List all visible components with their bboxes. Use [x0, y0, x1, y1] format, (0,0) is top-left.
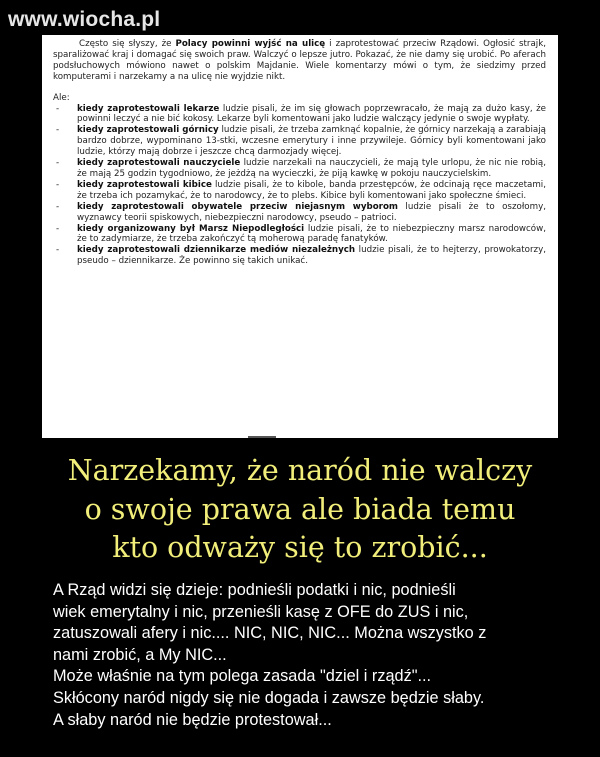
- bold-phrase: kiedy zaprotestowali obywatele przeciw niejasnym wyborom: [77, 201, 398, 212]
- headline-line: Narzekamy, że naród nie walczy: [67, 454, 533, 487]
- text-run: i zaprotestować przeciw Rządowi. Ogłosić strajk, sparaliżować kraj i domagać się swoich praw. Walczyć o lepsze jutro. Pokazać, że nie damy się urobić. Po aferach podsłuchowych mówiono nawet o polskim Majdanie. Wiele komentarzy mówi o tym, że siedzimy przed komputerami i narzekamy a na ulicę nie wyjdzie nikt.: [53, 39, 547, 82]
- caption-line: nami zrobić, a My NIC...: [53, 645, 227, 664]
- dash-bullet: -: [56, 103, 60, 114]
- caption-line: zatuszowali afery i nic.... NIC, NIC, NIC... Można wszystko z: [53, 624, 487, 643]
- divider: [248, 436, 276, 438]
- dash-bullet: -: [56, 201, 60, 212]
- text-run: ludzie pisali, że to hejterzy, prowokatorzy, pseudo – dziennikarze. Że powinno się takich unikać.: [77, 245, 546, 267]
- bold-phrase: kiedy zaprotestowali górnicy: [77, 125, 219, 136]
- text-run: ludzie pisali że to oszołomy, wyznawcy teorii spiskowych, niebezpieczni narodowcy, pseudo – patrioci.: [77, 201, 546, 223]
- protest-list: [53, 104, 546, 268]
- caption-line: Może właśnie na tym polega zasada "dziel i rządź"...: [53, 667, 432, 686]
- list-item: [53, 180, 546, 202]
- text-run: ludzie pisali, że to niebezpieczny marsz narodowców, że to zadymiarze, że trzeba zakończyć tą moherową paradę fanatyków.: [77, 223, 546, 245]
- bold-phrase: kiedy zaprotestowali nauczyciele: [77, 158, 241, 169]
- ale-label: Ale:: [53, 92, 70, 103]
- bold-phrase: kiedy zaprotestowali dziennikarze mediów niezależnych: [77, 245, 356, 256]
- dash-bullet: -: [56, 179, 60, 190]
- headline: [0, 452, 600, 568]
- bold-phrase: kiedy organizowany był Marsz Niepodległości: [77, 223, 305, 234]
- caption-line: A słaby naród nie będzie protestował...: [53, 710, 332, 729]
- caption-line: Skłócony naród nigdy się nie dogada i zawsze będzie słaby.: [53, 688, 485, 707]
- list-item: [53, 224, 546, 246]
- dash-bullet: -: [56, 223, 60, 234]
- intro-paragraph: [53, 39, 546, 83]
- text-run: Często się słyszy, że: [79, 39, 176, 49]
- bold-phrase: kiedy zaprotestowali kibice: [77, 179, 212, 190]
- bold-phrase: Polacy powinni wyjść na ulicę: [175, 39, 326, 49]
- site-watermark: www.wiocha.pl: [8, 8, 161, 31]
- list-item: [53, 104, 546, 126]
- list-item: [53, 202, 546, 224]
- list-item: [53, 125, 546, 158]
- dash-bullet: -: [56, 245, 60, 256]
- headline-line: kto odważy się to zrobić...: [112, 531, 488, 564]
- list-item: [53, 245, 546, 267]
- headline-line: o swoje prawa ale biada temu: [84, 492, 516, 526]
- text-run: ludzie pisali, że trzeba zamknąć kopalnie, że górnicy narzekają a zarabiają bardzo dobrze, wypominano 13-stki, wczesne emerytury i inne przywileje. Górnicy byli komentowani jako ludzie, którzy mają dobrze i jeszcze chcą darmozjady więcej.: [77, 125, 546, 158]
- text-run: ludzie pisali, że to kibole, banda przestępców, że odcinają ręce maczetami, że trzeba ich pozamykać, że to narodowcy, że to plebs. Kibice byli komentowani jako społeczne śmieci.: [77, 179, 546, 201]
- caption: [53, 580, 563, 731]
- text-document-image: [42, 35, 558, 438]
- list-item: [53, 158, 546, 180]
- caption-line: wiek emerytalny i nic, przenieśli kasę z OFE do ZUS i nic,: [53, 602, 469, 621]
- text-run: ludzie pisali, że im się głowach poprzewracało, że mają za dużo kasy, że powinni leczyć a nie bić kokosy. Lekarze byli komentowani jako ludzie walczący jedynie o swoje wypłaty.: [77, 103, 546, 125]
- bold-phrase: kiedy zaprotestowali lekarze: [77, 103, 220, 114]
- dash-bullet: -: [56, 158, 60, 169]
- caption-line: A Rząd widzi się dzieje: podnieśli podatki i nic, podnieśli: [53, 581, 456, 599]
- text-run: ludzie narzekali na nauczycieli, że mają tyle urlopu, że nic nie robią, że mają 25 godzin tygodniowo, że jeżdżą na wycieczki, że piją kawkę w pokoju nauczycielskim.: [77, 158, 546, 179]
- dash-bullet: -: [56, 125, 60, 136]
